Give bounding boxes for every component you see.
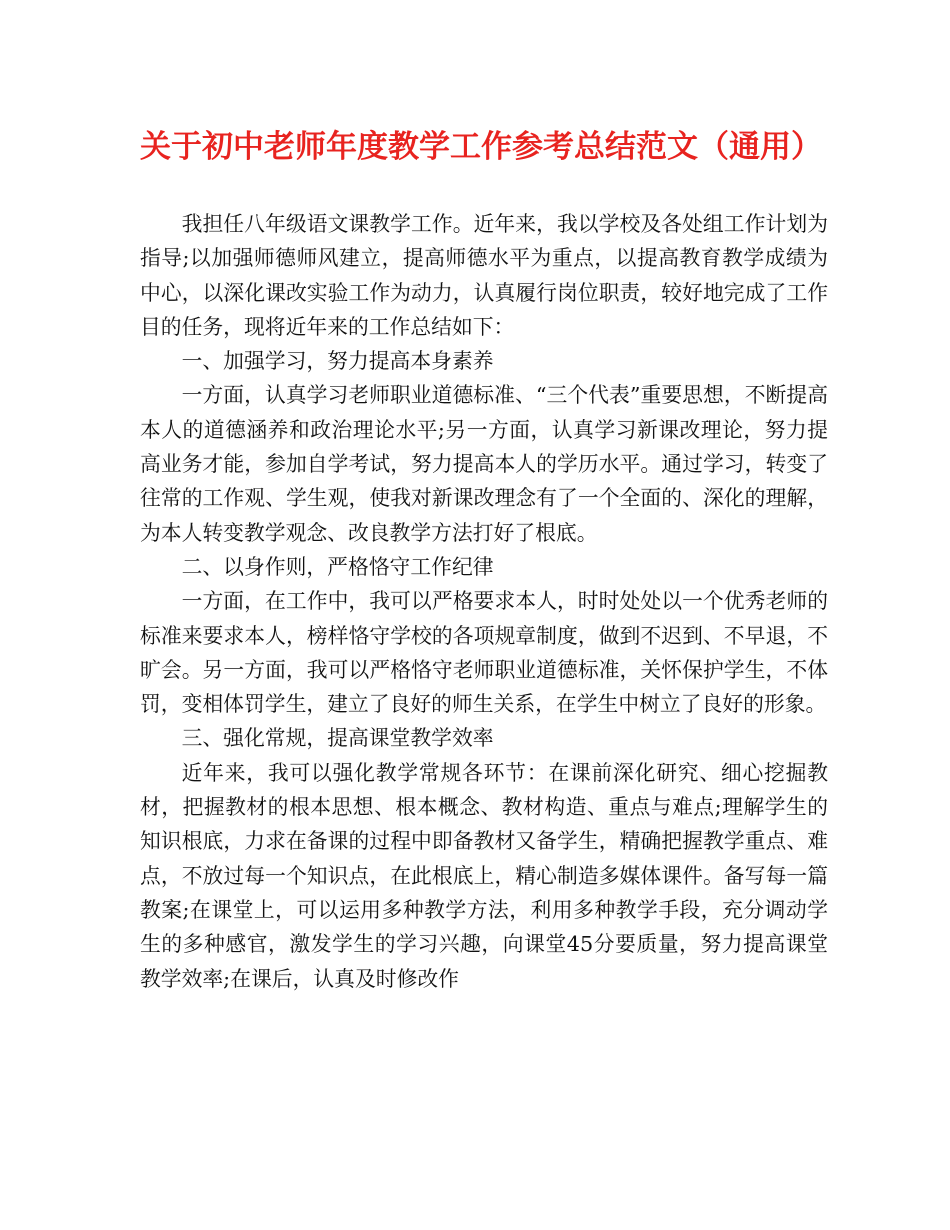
intro-paragraph: 我担任八年级语文课教学工作。近年来，我以学校及各处组工作计划为指导;以加强师德师风建立，提高师德水平为重点，以提高教育教学成绩为中心，以深化课改实验工作为动力，认真履行岗位职责，较好地完成了工作目的任务，现将近年来的工作总结如下： <box>140 212 828 339</box>
section-paragraph-1: 一方面，认真学习老师职业道德标准、“三个代表”重要思想，不断提高本人的道德涵养和政治理论水平;另一方面，认真学习新课改理论，努力提高业务才能，参加自学考试，努力提高本人的学历水平。通过学习，转变了往常的工作观、学生观，使我对新课改理念有了一个全面的、深化的理解，为本人转变教学观念、改良教学方法打好了根底。 <box>140 383 828 545</box>
section-paragraph-3: 近年来，我可以强化教学常规各环节：在课前深化研究、细心挖掘教材，把握教材的根本思想、根本概念、教材构造、重点与难点;理解学生的知识根底，力求在备课的过程中即备教材又备学生，精确把握教学重点、难点，不放过每一个知识点，在此根底上，精心制造多媒体课件。备写每一篇教案;在课堂上，可以运用多种教学方法，利用多种教学手段，充分调动学生的多种感官，激发学生的学习兴趣，向课堂45分要质量，努力提高课堂教学效率;在课后，认真及时修改作 <box>140 760 828 991</box>
section-heading-3: 三、强化常规，提高课堂教学效率 <box>181 726 494 751</box>
section-paragraph-2: 一方面，在工作中，我可以严格要求本人，时时处处以一个优秀老师的标准来要求本人，榜样恪守学校的各项规章制度，做到不迟到、不早退，不旷会。另一方面，我可以严格恪守老师职业道德标准，关怀保护学生，不体罚，变相体罚学生，建立了良好的师生关系，在学生中树立了良好的形象。 <box>140 589 828 717</box>
document-title: 关于初中老师年度教学工作参考总结范文（通用） <box>140 129 822 165</box>
document-body <box>140 207 828 996</box>
section-heading-1: 一、加强学习，努力提高本身素养 <box>181 349 494 374</box>
section-heading-2: 二、以身作则，严格恪守工作纪律 <box>181 554 494 579</box>
